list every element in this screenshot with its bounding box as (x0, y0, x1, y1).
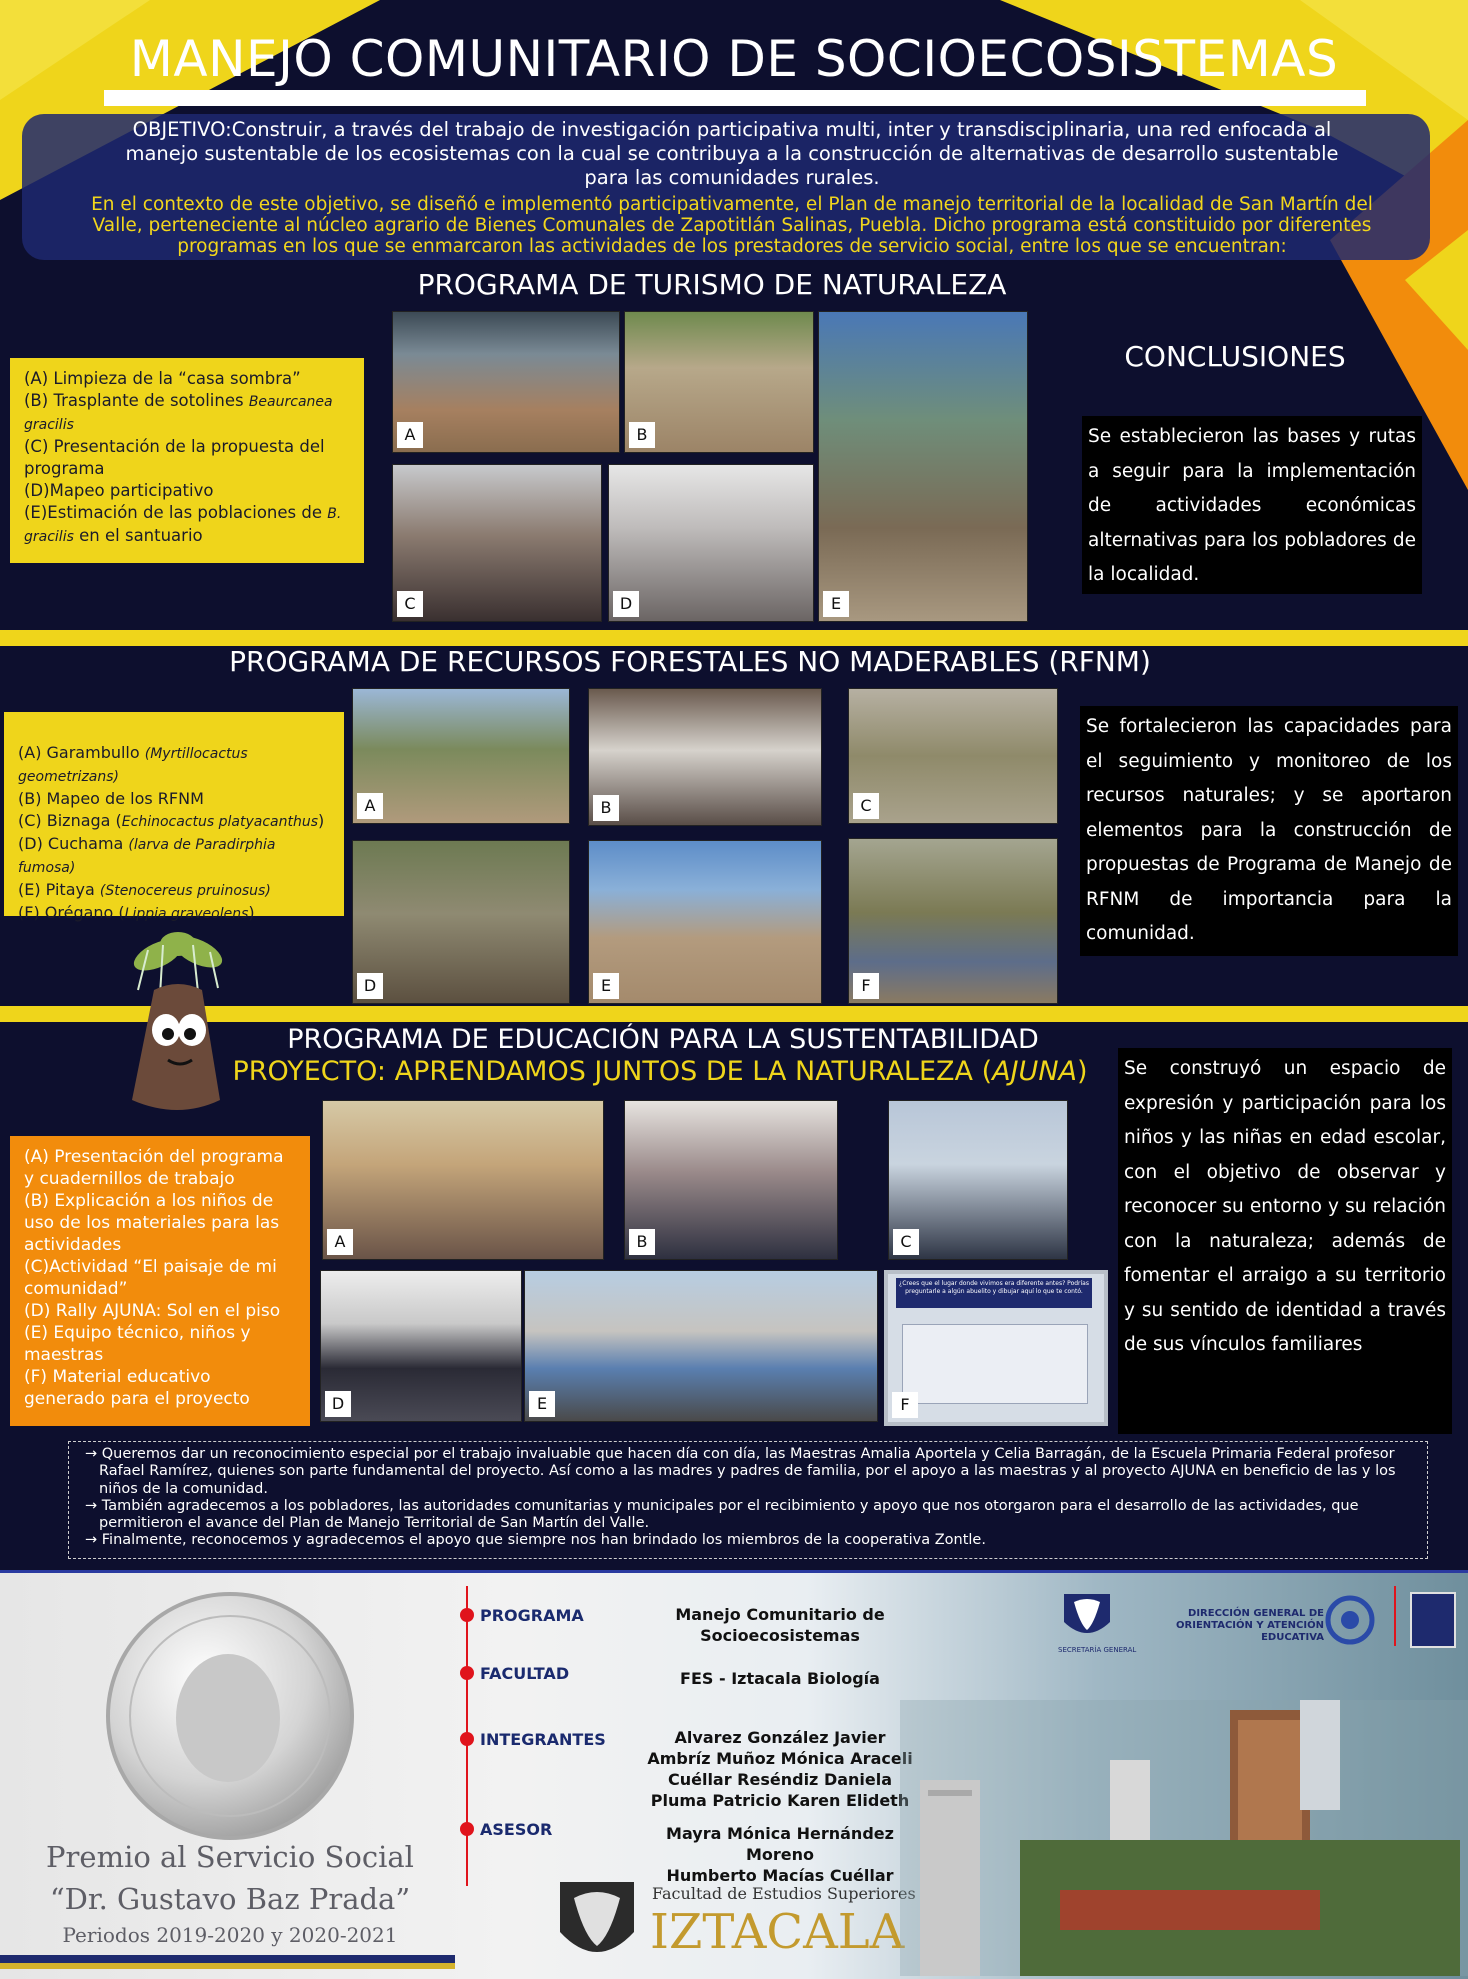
rfnm-photo-a (352, 688, 570, 824)
context-text (32, 194, 1432, 257)
educacion-item-d: (D) Rally AJUNA: Sol en el piso (24, 1301, 281, 1321)
turismo-item-c: (C) Presentación de la propuesta del programa (24, 437, 325, 478)
photo-tag: D (325, 1391, 351, 1417)
rfnm-item-a: (A) Garambullo (Myrtillocactus geometrizans) (18, 743, 248, 785)
photo-tag: A (357, 793, 383, 819)
integrante: Cuéllar Reséndiz Daniela (667, 1770, 893, 1789)
integrante: Alvarez González Javier (674, 1728, 886, 1747)
turismo-activity-list (10, 358, 364, 563)
context-line-2: Valle, perteneciente al núcleo agrario de Bienes Comunales de Zapotitlán Salinas, Puebla. Dicho programa está constituido por diferentes (92, 215, 1372, 236)
context-line-1: En el contexto de este objetivo, se diseñó e implementó participativamente, el Plan de manejo territorial de la localidad de San Martín del (91, 194, 1373, 215)
asesores-list (630, 1823, 930, 1886)
photo-tag: F (853, 973, 879, 999)
photo-tag: A (397, 422, 423, 448)
poster-title: MANEJO COMUNITARIO DE SOCIOECOSISTEMAS (129, 30, 1339, 88)
photo-tag: A (327, 1229, 353, 1255)
educacion-section-title: PROGRAMA DE EDUCACIÓN PARA LA SUSTENTABILIDAD (287, 1024, 1039, 1055)
award-title: Premio al Servicio Social (46, 1840, 414, 1874)
rfnm-photo-f (848, 838, 1058, 1004)
educacion-activity-list (10, 1136, 310, 1426)
educacion-item-a: (A) Presentación del programa y cuadernillos de trabajo (24, 1147, 284, 1189)
educacion-photo-f (884, 1270, 1108, 1426)
rfnm-resource-list (4, 712, 344, 922)
turismo-photo-e (818, 311, 1028, 622)
photo-tag: B (629, 1229, 655, 1255)
dgoae-logo-icon (1320, 1590, 1380, 1650)
timeline-dot (460, 1666, 474, 1680)
photo-tag: B (629, 422, 655, 448)
ajuna-project-title: PROYECTO: APRENDAMOS JUNTOS DE LA NATURALEZA (AJUNA) (232, 1056, 1088, 1087)
educacion-item-f: (F) Material educativo generado para el proyecto (24, 1367, 250, 1409)
unam-shield-icon (552, 1876, 642, 1974)
turismo-item-e: (E)Estimación de las poblaciones de B. gracilis en el santuario (24, 503, 342, 545)
label-integrantes: INTEGRANTES (480, 1730, 606, 1749)
educacion-photo-e (524, 1270, 878, 1422)
label-facultad: FACULTAD (480, 1664, 570, 1683)
turismo-item-d: (D)Mapeo participativo (24, 481, 214, 500)
unam-logo-icon (1060, 1590, 1114, 1644)
acknowledgements-box (68, 1441, 1428, 1559)
photo-tag: C (397, 591, 423, 617)
fes-name: Facultad de Estudios Superiores (652, 1884, 916, 1903)
photo-tag: D (613, 591, 639, 617)
mascot-tree-character (118, 930, 238, 1120)
title-underline (104, 90, 1366, 106)
objective-label: OBJETIVO: (132, 118, 232, 141)
award-name: “Dr. Gustavo Baz Prada” (49, 1882, 411, 1916)
award-underline-gold (0, 1963, 455, 1969)
photo-tag: B (593, 795, 619, 821)
logo-divider (1394, 1586, 1396, 1646)
educacion-item-e: (E) Equipo técnico, niños y maestras (24, 1323, 251, 1365)
dgoae-name: DIRECCIÓN GENERAL DE ORIENTACIÓN Y ATENCIÓN EDUCATIVA (1176, 1608, 1324, 1643)
rfnm-item-c: (C) Biznaga (Echinocactus platyacanthus) (18, 811, 325, 830)
context-line-3: programas en los que se enmarcaron las actividades de los prestadores de servicio social, entre los que se encuentran: (177, 236, 1287, 257)
section-divider (0, 630, 1468, 646)
integrantes-list (630, 1727, 930, 1811)
rfnm-conclusion: Se fortalecieron las capacidades para el seguimiento y monitoreo de los recursos naturales; y se aportaron elementos para la construcción de propuestas de Programa de Manejo de RFNM de importancia para la comunidad. (1080, 706, 1458, 956)
rfnm-photo-e (588, 840, 822, 1004)
objective-line-1: Construir, a través del trabajo de investigación participativa multi, inter y transdisciplinaria, una red enfocada al (231, 118, 1332, 141)
turismo-photo-b (624, 311, 814, 453)
photo-tag: E (529, 1391, 555, 1417)
educacion-conclusion: Se construyó un espacio de expresión y participación para los niños y las niñas en edad escolar, con el objetivo de observar y reconocer su entorno y su relación con la naturaleza; además de fomentar el arraigo a su territorio y su sentido de identidad a través de sus vínculos familiares (1118, 1048, 1452, 1434)
objective-line-3: para las comunidades rurales. (584, 166, 880, 189)
programa-value: Manejo Comunitario de Socioecosistemas (675, 1605, 885, 1645)
rfnm-item-f: (F) Orégano (Lippia graveolens) (18, 903, 255, 922)
turismo-photo-c (392, 464, 602, 622)
rfnm-item-d: (D) Cuchama (larva de Paradirphia fumosa) (18, 834, 276, 876)
rfnm-item-b: (B) Mapeo de los RFNM (18, 789, 204, 808)
educacion-photo-c (888, 1100, 1068, 1260)
campus-landscape-image (900, 1640, 1468, 1976)
educational-card-drawing (902, 1324, 1088, 1404)
educacion-item-c: (C)Actividad “El paisaje de mi comunidad” (24, 1257, 277, 1299)
photo-tag: C (893, 1229, 919, 1255)
rfnm-item-e: (E) Pitaya (Stenocereus pruinosus) (18, 880, 271, 899)
photo-tag: D (357, 973, 383, 999)
photo-tag: C (853, 793, 879, 819)
institution-badge-icon (1410, 1592, 1456, 1648)
educacion-photo-b (624, 1100, 838, 1260)
educacion-photo-d (320, 1270, 522, 1422)
asesor: Mayra Mónica Hernández Moreno (666, 1824, 894, 1864)
award-underline-blue (0, 1955, 455, 1963)
label-programa: PROGRAMA (480, 1606, 584, 1625)
turismo-item-a: (A) Limpieza de la “casa sombra” (24, 369, 301, 388)
turismo-photo-a (392, 311, 620, 453)
facultad-value: FES - Iztacala Biología (680, 1669, 880, 1688)
rfnm-photo-c (848, 688, 1058, 824)
turismo-section-title: PROGRAMA DE TURISMO DE NATURALEZA (417, 268, 1007, 301)
asesor: Humberto Macías Cuéllar (666, 1866, 894, 1885)
photo-tag: E (823, 591, 849, 617)
integrante: Pluma Patricio Karen Elideth (650, 1791, 910, 1810)
rfnm-section-title: PROGRAMA DE RECURSOS FORESTALES NO MADERABLES (RFNM) (229, 645, 1151, 678)
rfnm-photo-d (352, 840, 570, 1004)
ack-item-2: → También agradecemos a los pobladores, las autoridades comunitarias y municipales por el recibimiento y apoyo que nos otorgaron para el desarrollo de las actividades, que permitieron el avance del Plan de Manejo Territorial de San Martín del Valle. (85, 1497, 1359, 1532)
ack-item-1: → Queremos dar un reconocimiento especial por el trabajo invaluable que hacen día con día, las Maestras Amalia Aportela y Celia Barragán, de la Escuela Primaria Federal profesor Rafael Ramírez, quienes son parte fundamental del proyecto. Así como a las madres y padres de familia, por el apoyo a las maestras y al proyecto AJUNA en beneficio de las y los niños de la comunidad. (85, 1446, 1396, 1497)
turismo-item-b: (B) Trasplante de sotolines Beaurcanea gracilis (24, 391, 333, 433)
educacion-photo-a (322, 1100, 604, 1260)
integrante: Ambríz Muñoz Mónica Araceli (647, 1749, 913, 1768)
label-asesor: ASESOR (480, 1820, 553, 1839)
rfnm-photo-b (588, 688, 822, 826)
ack-item-3: → Finalmente, reconocemos y agradecemos el apoyo que siempre nos han brindado los miembros de la cooperativa Zontle. (85, 1532, 986, 1549)
educacion-item-b: (B) Explicación a los niños de uso de los materiales para las actividades (24, 1191, 280, 1255)
objective-text (32, 118, 1432, 190)
timeline-dot (460, 1608, 474, 1622)
unam-caption: SECRETARÍA GENERAL (1058, 1646, 1137, 1654)
turismo-photo-d (608, 464, 814, 622)
award-periods: Periodos 2019-2020 y 2020-2021 (62, 1923, 398, 1947)
turismo-conclusion: Se establecieron las bases y rutas a seguir para la implementación de actividades económicas alternativas para los pobladores de la localidad. (1082, 416, 1422, 594)
objective-line-2: manejo sustentable de los ecosistemas con la cual se contribuya a la construcción de alternativas de desarrollo sustentable (125, 142, 1339, 165)
medal-icon (100, 1586, 360, 1846)
educational-card-caption: ¿Crees que el lugar donde vivimos era diferente antes? Podrías preguntarle a algún abuelito y dibujar aquí lo que te contó. (896, 1278, 1092, 1308)
conclusions-title: CONCLUSIONES (1124, 340, 1346, 373)
photo-tag: E (593, 973, 619, 999)
photo-tag: F (892, 1392, 918, 1418)
timeline-dot (460, 1732, 474, 1746)
timeline-dot (460, 1822, 474, 1836)
iztacala-wordmark: IZTACALA (650, 1904, 905, 1960)
